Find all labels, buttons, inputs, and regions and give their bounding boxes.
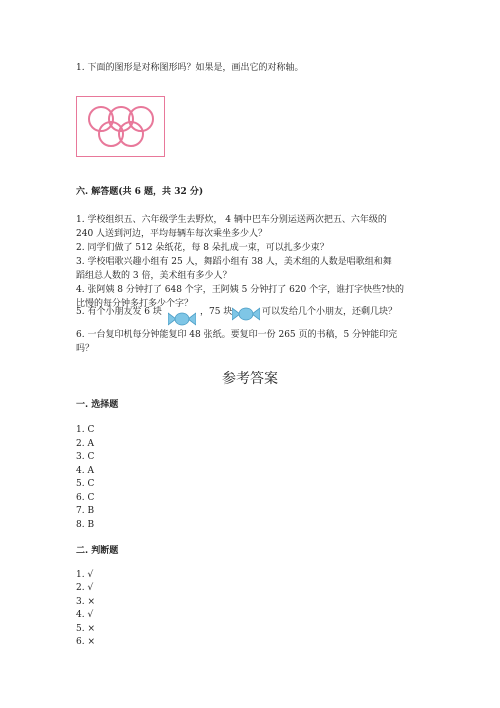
q5-text-1: 5. 有个小朋友发 6 块	[76, 307, 162, 317]
q5-text-3: 可以发给几个小朋友，还剩几块？	[262, 307, 398, 317]
s6-line-7: 比慢的每分钟多打多少个字？	[76, 299, 194, 309]
tf-answer: 2. √	[76, 583, 94, 593]
mc-answer: 6. C	[76, 493, 95, 503]
candy-icon	[232, 306, 260, 322]
question-symmetry: 1. 下面的图形是对称图形吗？如果是，画出它的对称轴。	[76, 63, 304, 73]
tf-answer: 6. ×	[76, 637, 95, 647]
mc-answer: 4. A	[76, 466, 94, 476]
mc-answer: 8. B	[76, 520, 95, 530]
section-6-heading: 六. 解答题(共 6 题，共 32 分)	[76, 187, 204, 197]
tf-heading: 二. 判断题	[76, 546, 119, 556]
mc-answer: 2. A	[76, 439, 94, 449]
q6-line-2: 吗？	[76, 344, 95, 354]
s6-line-2: 240 人送到河边，平均每辆车每次乘坐多少人？	[76, 229, 268, 239]
tf-answer: 1. √	[76, 570, 94, 580]
mc-answer: 7. B	[76, 506, 95, 516]
rings-svg	[77, 97, 164, 156]
s6-line-5: 蹈组总人数的 3 倍，美术组有多少人？	[76, 271, 232, 281]
s6-line-6: 4. 张阿姨 8 分钟打了 648 个字，王阿姨 5 分钟打了 620 个字，谁打字快些?快的	[76, 285, 404, 295]
candy-icon	[168, 311, 196, 327]
s6-line-1: 1. 学校组织五、六年级学生去野炊， 4 辆中巴车分别运送两次把五、六年级的	[76, 215, 387, 225]
olympic-rings-figure	[76, 96, 165, 157]
tf-answer: 5. ×	[76, 624, 95, 634]
q5-text-2: ，75 块	[200, 307, 233, 317]
mc-answer: 5. C	[76, 479, 95, 489]
tf-answer: 3. ×	[76, 597, 95, 607]
mc-answer: 1. C	[76, 425, 95, 435]
mc-answer: 3. C	[76, 452, 95, 462]
tf-answer: 4. √	[76, 610, 94, 620]
s6-line-3: 2. 同学们做了 512 朵纸花，每 8 朵扎成一束，可以扎多少束？	[76, 243, 329, 253]
q6-line-1: 6. 一台复印机每分钟能复印 48 张纸。要复印一份 265 页的书稿，5 分钟能印完	[76, 330, 398, 340]
answers-title: 参考答案	[222, 371, 278, 387]
s6-line-4: 3. 学校唱歌兴趣小组有 25 人，舞蹈小组有 38 人，美术组的人数是唱歌组和舞	[76, 257, 392, 267]
mc-heading: 一. 选择题	[76, 400, 119, 410]
